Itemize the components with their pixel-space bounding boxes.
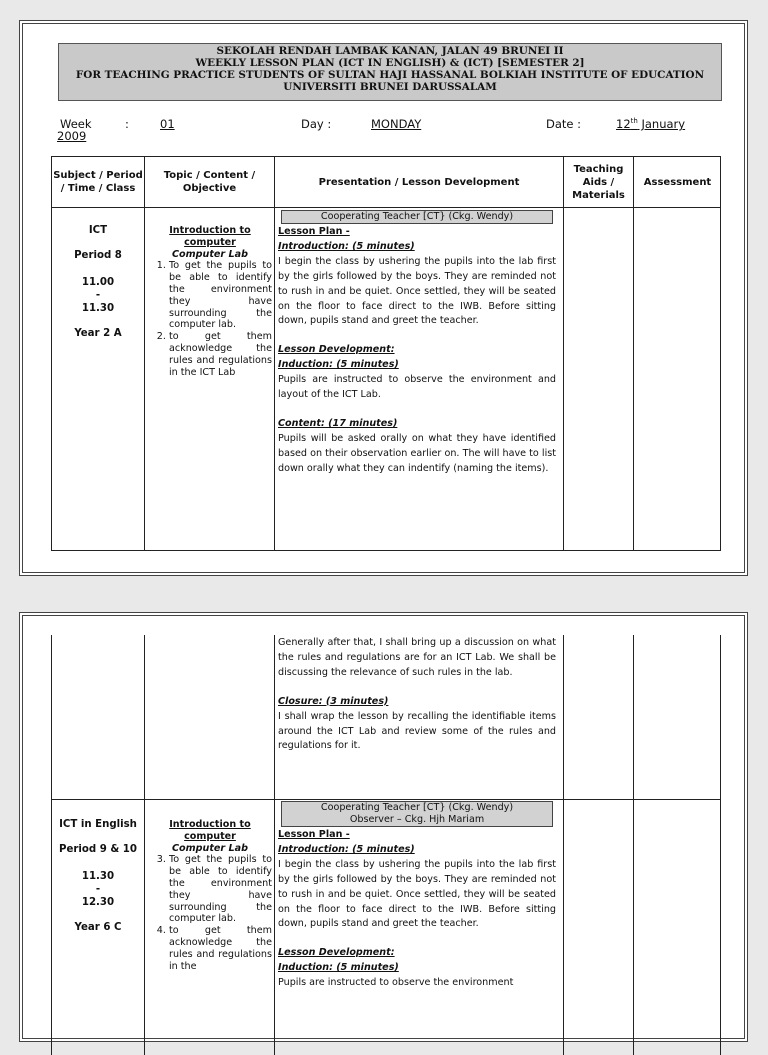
- week-label: Week: [60, 117, 92, 131]
- objective-item: 4. to get them acknowledge the rules and regulations in the: [169, 925, 272, 972]
- row1-subject-cell: [52, 225, 144, 339]
- period: Period 8: [74, 250, 122, 261]
- period: Period 9 & 10: [59, 844, 137, 855]
- header-assessment: Assessment: [643, 176, 712, 188]
- closure-text: I shall wrap the lesson by recalling the identifiable items around the ICT Lab and review some of the rules and regulations for it.: [278, 710, 556, 752]
- day-label: Day :: [301, 117, 332, 131]
- row2-presentation-cell: [278, 801, 556, 991]
- date-value: 12th January: [616, 117, 686, 131]
- header-line-1: SEKOLAH RENDAH LAMBAK KANAN, JALAN 49 BRUNEI II: [216, 45, 564, 57]
- objective-item: 1. To get the pupils to be able to identify the environment they have surrounding the computer lab.: [169, 260, 272, 331]
- header-line-2: WEEKLY LESSON PLAN (ICT IN ENGLISH) & (ICT) [SEMESTER 2]: [195, 57, 585, 69]
- row1-topic-cell: [148, 225, 272, 378]
- header-subject: Subject / Period / Time / Class: [53, 170, 143, 194]
- content-heading: Content: (17 minutes): [278, 417, 398, 429]
- topic-subtitle: Computer Lab: [172, 842, 248, 854]
- cooperating-teacher-box: [281, 801, 553, 827]
- introduction-text: I begin the class by ushering the pupils into the lab first by the girls followed by the boys. They are reminded not to rush in and be quiet. Once settled, they will be seated on the floor to face direct to the IWB. Before sitting down, pupils stand and greet the teacher.: [278, 255, 556, 327]
- cooperating-teacher-line: Cooperating Teacher [CT} (Ckg. Wendy): [320, 802, 514, 813]
- introduction-heading: Introduction: (5 minutes): [278, 843, 415, 855]
- row2-subject-cell: [52, 819, 144, 933]
- lesson-plan-heading: Lesson Plan -: [278, 829, 350, 840]
- time-dash: -: [95, 290, 101, 301]
- date-label: Date :: [546, 117, 582, 131]
- lesson-table: [51, 156, 721, 551]
- time-dash: -: [95, 884, 101, 895]
- school-header: [58, 43, 722, 101]
- date-year: 2009: [57, 129, 87, 143]
- document-page-2: [19, 612, 748, 1042]
- time-end: 11.30: [81, 303, 115, 314]
- observer-line: Observer – Ckg. Hjh Mariam: [349, 814, 485, 825]
- class: Year 6 C: [74, 922, 122, 933]
- header-presentation: Presentation / Lesson Development: [318, 176, 520, 188]
- document-page-1: [19, 20, 748, 576]
- lesson-table-continued: [51, 635, 721, 1055]
- header-teaching-aids: Teaching Aids / Materials: [572, 163, 625, 201]
- subject: ICT: [88, 225, 108, 236]
- row1-presentation-cell: [278, 210, 556, 477]
- introduction-text: I begin the class by ushering the pupils into the lab first by the girls followed by the boys. They are reminded not to rush in and be quiet. Once settled, they will be seated on the floor to face direct to the IWB. Before sitting down, pupils stand and greet the teacher.: [278, 858, 556, 930]
- objective-item: 2. to get them acknowledge the rules and regulations in the ICT Lab: [169, 331, 272, 378]
- content-text: Pupils will be asked orally on what they have identified based on their observation earlier on. The will have to list down orally what they can indentify (naming the items).: [278, 432, 556, 474]
- header-topic: Topic / Content / Objective: [163, 170, 256, 194]
- topic-title: Introduction to computer: [169, 225, 251, 248]
- subject: ICT in English: [59, 819, 137, 830]
- topic-title: Introduction to computer: [169, 819, 251, 842]
- time-end: 12.30: [81, 897, 115, 908]
- objective-list: [148, 854, 272, 972]
- time-start: 11.30: [81, 871, 115, 882]
- lesson-plan-heading: Lesson Plan -: [278, 226, 350, 237]
- objective-list: [148, 260, 272, 378]
- day-value: MONDAY: [371, 117, 422, 131]
- induction-text: Pupils are instructed to observe the environment and layout of the ICT Lab.: [278, 374, 556, 401]
- closure-heading: Closure: (3 minutes): [278, 695, 389, 707]
- header-line-3: FOR TEACHING PRACTICE STUDENTS OF SULTAN HAJI HASSANAL BOLKIAH INSTITUTE OF EDUCATION: [75, 69, 705, 81]
- header-line-4: UNIVERSITI BRUNEI DARUSSALAM: [283, 81, 497, 93]
- induction-heading: Induction: (5 minutes): [278, 962, 399, 974]
- lesson-development-heading: Lesson Development:: [278, 947, 395, 959]
- objective-item: 3. To get the pupils to be able to identify the environment they have surrounding the computer lab.: [169, 854, 272, 925]
- row2-topic-cell: [148, 819, 272, 972]
- row1-continued-cell: [278, 636, 556, 754]
- class: Year 2 A: [74, 328, 122, 339]
- induction-text: Pupils are instructed to observe the environment: [278, 977, 514, 989]
- time-start: 11.00: [81, 277, 115, 288]
- week-value: 01: [160, 117, 175, 131]
- week-separator: :: [125, 117, 129, 131]
- discussion-text: Generally after that, I shall bring up a discussion on what the rules and regulations are for an ICT Lab. We shall be discussing the relevance of such rules in the lab.: [278, 637, 556, 678]
- lesson-development-heading: Lesson Development:: [278, 344, 395, 356]
- introduction-heading: Introduction: (5 minutes): [278, 240, 415, 252]
- topic-subtitle: Computer Lab: [172, 248, 248, 260]
- cooperating-teacher-box: Cooperating Teacher [CT} (Ckg. Wendy): [281, 210, 553, 224]
- induction-heading: Induction: (5 minutes): [278, 359, 399, 371]
